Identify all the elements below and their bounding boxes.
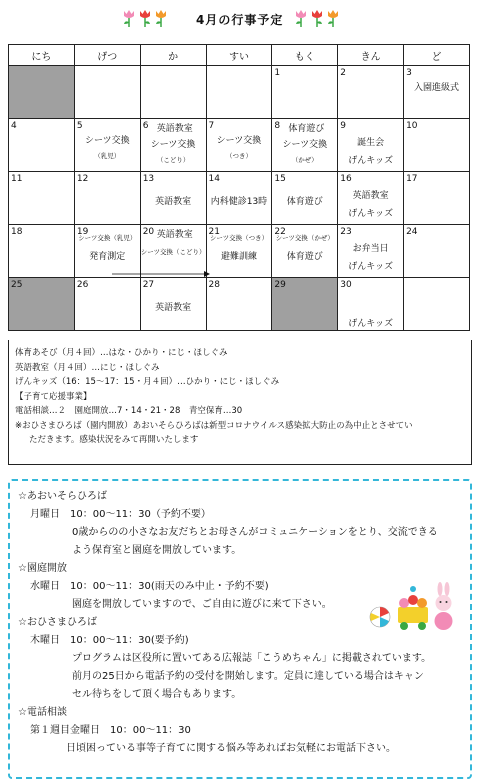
calendar-day-cell xyxy=(9,278,75,331)
schedule-time: 水曜日 10：00～11：30(雨天のみ中止・予約不要) xyxy=(30,581,269,592)
event-label: 体育遊び xyxy=(286,197,323,207)
calendar-day-cell xyxy=(140,278,206,331)
calendar-day-cell xyxy=(206,225,272,278)
day-number: 17 xyxy=(406,174,418,184)
tulip-orange-icon xyxy=(326,8,340,28)
day-number: 9 xyxy=(340,121,346,131)
calendar-day-cell xyxy=(74,66,140,119)
calendar-day-cell xyxy=(9,172,75,225)
event-label: （こどり） xyxy=(156,156,190,164)
calendar-day-cell xyxy=(206,172,272,225)
event-label: 英語教室 xyxy=(352,191,389,201)
day-number: 21 xyxy=(208,227,220,237)
event-label: シーツ交換（乳児） xyxy=(78,234,137,242)
event-label: 入園進級式 xyxy=(414,83,460,93)
calendar-day-cell xyxy=(272,225,338,278)
event-label: 英語教室 xyxy=(155,197,192,207)
event-label: げんキッズ xyxy=(348,156,394,166)
calendar-day-cell xyxy=(9,225,75,278)
weekday-fri: きん xyxy=(338,45,404,66)
day-number: 10 xyxy=(406,121,418,131)
tulip-pink-icon xyxy=(294,8,308,28)
calendar-day-cell xyxy=(338,66,404,119)
calendar-day-cell xyxy=(140,66,206,119)
calendar-day-cell xyxy=(140,172,206,225)
tulip-red-icon xyxy=(138,8,152,28)
calendar-day-cell xyxy=(206,66,272,119)
day-number: 4 xyxy=(11,121,17,131)
calendar-day-cell xyxy=(74,172,140,225)
event-label: 誕生会 xyxy=(357,138,385,148)
day-number: 7 xyxy=(208,121,215,131)
day-number: 18 xyxy=(11,227,23,237)
event-label: 英語教室 xyxy=(156,230,193,240)
calendar-day-cell xyxy=(140,225,206,278)
calendar-day-cell xyxy=(272,66,338,119)
calendar-day-cell xyxy=(404,278,470,331)
day-number: 2 xyxy=(340,68,346,78)
notes-panel xyxy=(8,340,472,465)
weekday-thu: もく xyxy=(272,45,338,66)
day-number: 29 xyxy=(274,280,286,290)
day-number: 24 xyxy=(406,227,418,237)
weekday-sat: ど xyxy=(404,45,470,66)
calendar-day-cell xyxy=(206,119,272,172)
section-heading: ☆園庭開放 xyxy=(18,563,67,574)
note-line: げんキッズ（16：15～17：15・月４回）…ひかり・にじ・ほしぐみ xyxy=(15,377,280,387)
day-number: 27 xyxy=(142,280,155,290)
calendar-week-row xyxy=(9,278,470,331)
event-label: （かぜ） xyxy=(291,156,318,164)
weekday-tue: か xyxy=(140,45,206,66)
day-number: 14 xyxy=(208,174,220,184)
tulip-group-left xyxy=(122,8,168,28)
calendar-day-cell xyxy=(9,66,75,119)
day-number: 28 xyxy=(208,280,220,290)
support-info-box xyxy=(8,479,472,779)
section-heading: ☆あおいそらひろば xyxy=(18,491,107,502)
day-number: 3 xyxy=(406,68,412,78)
calendar-day-cell xyxy=(404,119,470,172)
tulip-pink-icon xyxy=(122,8,136,28)
note-line: ただきます。感染状況をみて再開いたします xyxy=(29,435,199,445)
calendar-day-cell xyxy=(272,278,338,331)
event-label: 英語教室 xyxy=(155,303,192,313)
calendar-day-cell xyxy=(272,172,338,225)
info-text: 0歳からのの小さなお友だちとお母さんがコミュニケーションをとり、交流できる xyxy=(72,527,438,538)
calendar-day-cell xyxy=(74,119,140,172)
weekday-header-row xyxy=(9,45,470,66)
event-label: 体育遊び xyxy=(288,124,325,134)
calendar-week-row xyxy=(9,172,470,225)
calendar-day-cell xyxy=(74,278,140,331)
day-number: 22 xyxy=(274,227,286,237)
day-number: 13 xyxy=(142,174,155,184)
event-label: （つき） xyxy=(225,152,252,160)
flower-cart-icon xyxy=(398,586,428,630)
calendar-day-cell xyxy=(338,119,404,172)
event-label: 内科健診13時 xyxy=(210,197,268,207)
calendar-day-cell xyxy=(74,225,140,278)
bunny-icon xyxy=(435,582,453,630)
calendar-body xyxy=(9,66,470,331)
beach-ball-icon xyxy=(370,607,390,627)
event-label: シーツ交換（こどり） xyxy=(140,248,206,256)
day-number: 12 xyxy=(76,174,89,184)
info-text: 日頃困っている事等子育てに関する悩み等あればお気軽にお電話下さい。 xyxy=(66,743,396,754)
info-text: セル待ちをして頂く場合もあります。 xyxy=(72,689,242,700)
note-line: 電話相談…２ 園庭開放…7・14・21・28 青空保育…30 xyxy=(15,406,243,416)
schedule-time: 第１週目金曜日 10：00～11：30 xyxy=(30,725,191,736)
event-calendar xyxy=(8,44,470,331)
calendar-day-cell xyxy=(338,225,404,278)
day-number: 5 xyxy=(76,121,83,131)
day-number: 8 xyxy=(274,121,281,131)
event-label: シーツ交換 xyxy=(84,136,130,146)
event-label: げんキッズ xyxy=(348,209,394,219)
calendar-day-cell xyxy=(338,278,404,331)
calendar-day-cell xyxy=(9,119,75,172)
calendar-day-cell xyxy=(404,172,470,225)
section-heading: ☆おひさまひろば xyxy=(18,617,97,628)
page-header xyxy=(0,6,484,32)
event-label: シーツ交換 xyxy=(150,140,196,150)
calendar-day-cell xyxy=(338,172,404,225)
event-label: （乳児） xyxy=(94,152,121,160)
calendar-week-row xyxy=(9,225,470,278)
day-number: 1 xyxy=(274,68,281,78)
day-number: 19 xyxy=(76,227,89,237)
section-heading: ☆電話相談 xyxy=(18,707,67,718)
day-number: 6 xyxy=(142,121,149,131)
page-title: 4月の行事予定 xyxy=(196,13,284,27)
day-number: 16 xyxy=(340,174,352,184)
info-text: プログラムは区役所に置いてある広報誌「こうめちゃん」に掲載されています。 xyxy=(72,653,432,664)
day-number: 26 xyxy=(76,280,89,290)
day-number: 23 xyxy=(340,227,352,237)
note-line: 体育あそび（月４回）…はな・ひかり・にじ・ほしぐみ xyxy=(15,348,228,358)
event-label: 発育測定 xyxy=(89,252,126,262)
event-label: げんキッズ xyxy=(348,319,394,329)
weekday-sun: にち xyxy=(9,45,75,66)
calendar-week-row xyxy=(9,119,470,172)
note-line: ※おひさまひろば（園内開放）あおいそらひろばは新型コロナウイルス感染拡大防止の為中止とさせてい xyxy=(15,420,413,431)
calendar-day-cell xyxy=(404,225,470,278)
day-number: 20 xyxy=(142,227,155,237)
calendar-day-cell xyxy=(272,119,338,172)
weekday-mon: げつ xyxy=(74,45,140,66)
calendar-day-cell xyxy=(140,119,206,172)
event-label: げんキッズ xyxy=(348,262,394,272)
calendar-day-cell xyxy=(404,66,470,119)
weekday-wed: すい xyxy=(206,45,272,66)
schedule-time: 木曜日 10：00～11：30(要予約) xyxy=(30,635,189,646)
ball-and-bunny-cart-illustration xyxy=(368,581,458,633)
day-number: 30 xyxy=(340,280,352,290)
info-text: 前月の25日から電話予約の受付を開始します。定員に達している場合はキャン xyxy=(72,671,424,682)
info-text: 園庭を開放していますので、ご自由に遊びに来て下さい。 xyxy=(72,599,332,610)
tulip-orange-icon xyxy=(154,8,168,28)
calendar-day-cell xyxy=(206,278,272,331)
day-number: 25 xyxy=(11,280,23,290)
event-label: 体育遊び xyxy=(286,252,323,262)
event-label: シーツ交換 xyxy=(216,136,262,146)
tulip-red-icon xyxy=(310,8,324,28)
tulip-group-right xyxy=(294,8,340,28)
event-label: 英語教室 xyxy=(156,124,193,134)
info-text: よう保育室と園庭を開放しています。 xyxy=(72,545,242,556)
event-label: シーツ交換 xyxy=(282,140,328,150)
note-line: 英語教室（月４回）…にじ・ほしぐみ xyxy=(15,362,160,373)
event-label: シーツ交換（かぜ） xyxy=(275,234,334,242)
event-label: 避難訓練 xyxy=(220,252,257,262)
note-heading: 【子育て応援事業】 xyxy=(15,391,92,402)
event-label: お弁当日 xyxy=(352,244,389,254)
schedule-time: 月曜日 10：00～11：30（予約不要） xyxy=(30,509,211,520)
event-label: シーツ交換（つき） xyxy=(209,234,269,242)
day-number: 15 xyxy=(274,174,286,184)
day-number: 11 xyxy=(11,174,23,184)
calendar-week-row xyxy=(9,66,470,119)
